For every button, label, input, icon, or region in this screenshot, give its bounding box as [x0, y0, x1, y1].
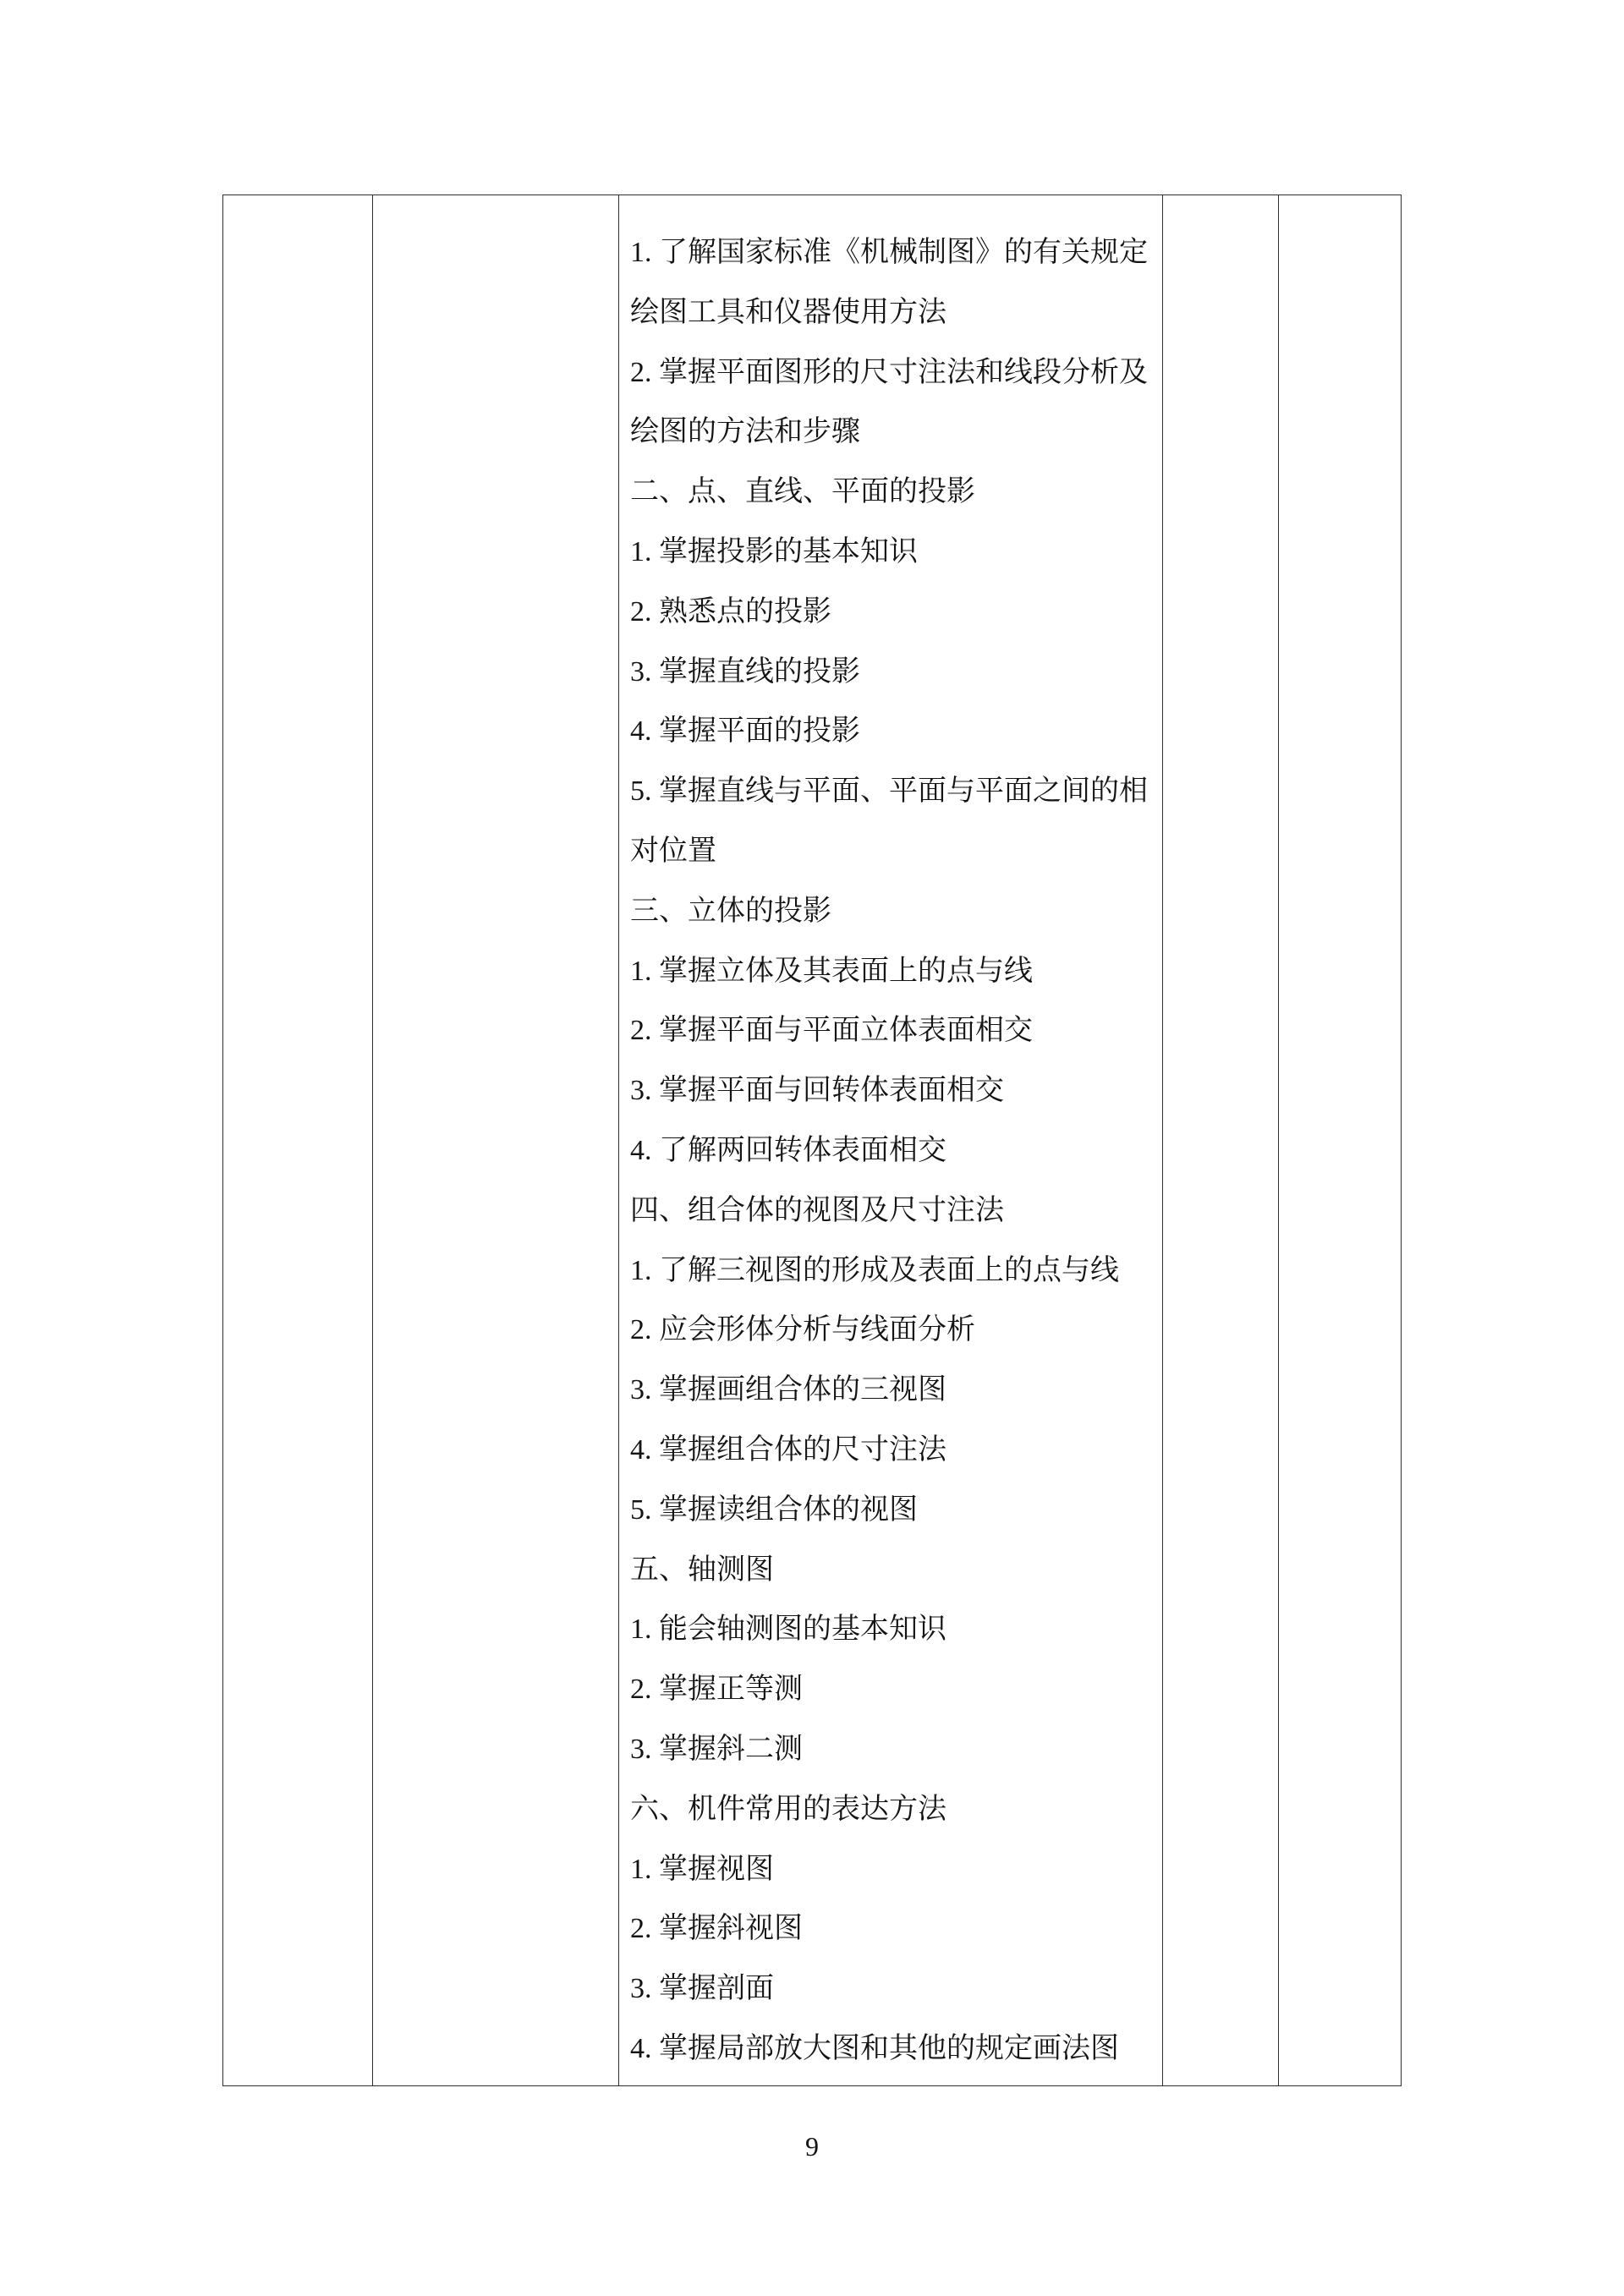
content-line: 2. 应会形体分析与线面分析	[630, 1314, 975, 1346]
content-line: 1. 能会轴测图的基本知识	[630, 1614, 946, 1646]
content-line: 3. 掌握剖面	[630, 1973, 774, 2005]
syllabus-content	[619, 195, 1162, 2080]
content-line: 3. 掌握平面与回转体表面相交	[630, 1075, 1004, 1107]
content-line: 4. 掌握平面的投影	[630, 715, 860, 748]
content-line: 绘图工具和仪器使用方法	[630, 296, 946, 328]
content-line: 3. 掌握直线的投影	[630, 655, 860, 688]
content-line: 2. 掌握平面图形的尺寸注法和线段分析及	[630, 356, 1148, 388]
content-line: 3. 掌握斜二测	[630, 1733, 803, 1765]
content-line: 对位置	[630, 835, 716, 867]
content-line: 2. 熟悉点的投影	[630, 595, 831, 627]
content-line: 3. 掌握画组合体的三视图	[630, 1374, 946, 1406]
content-line: 1. 掌握投影的基本知识	[630, 535, 918, 567]
syllabus-table	[222, 195, 1402, 2086]
table-column-2	[373, 195, 619, 2085]
content-line: 4. 了解两回转体表面相交	[630, 1134, 946, 1166]
content-line: 5. 掌握直线与平面、平面与平面之间的相	[630, 775, 1148, 808]
content-line: 5. 掌握读组合体的视图	[630, 1493, 918, 1526]
content-line: 绘图的方法和步骤	[630, 416, 860, 448]
table-column-5	[1279, 195, 1401, 2085]
content-line: 2. 掌握平面与平面立体表面相交	[630, 1015, 1033, 1047]
table-column-3-content	[619, 195, 1163, 2085]
page-number: 9	[805, 2131, 819, 2162]
content-line: 1. 了解三视图的形成及表面上的点与线	[630, 1254, 1119, 1286]
content-line: 三、立体的投影	[630, 895, 831, 927]
content-line: 1. 掌握立体及其表面上的点与线	[630, 955, 1033, 987]
table-column-4	[1163, 195, 1279, 2085]
content-line: 4. 掌握组合体的尺寸注法	[630, 1433, 946, 1466]
content-line: 4. 掌握局部放大图和其他的规定画法图	[630, 2032, 1119, 2064]
content-line: 2. 掌握正等测	[630, 1674, 803, 1706]
table-column-1	[223, 195, 373, 2085]
content-line: 六、机件常用的表达方法	[630, 1793, 946, 1825]
content-line: 五、轴测图	[630, 1553, 774, 1586]
content-line: 1. 掌握视图	[630, 1853, 774, 1885]
content-line: 二、点、直线、平面的投影	[630, 476, 975, 508]
content-line: 四、组合体的视图及尺寸注法	[630, 1194, 1004, 1226]
content-line: 1. 了解国家标准《机械制图》的有关规定	[630, 237, 1148, 268]
content-line: 2. 掌握斜视图	[630, 1913, 803, 1945]
